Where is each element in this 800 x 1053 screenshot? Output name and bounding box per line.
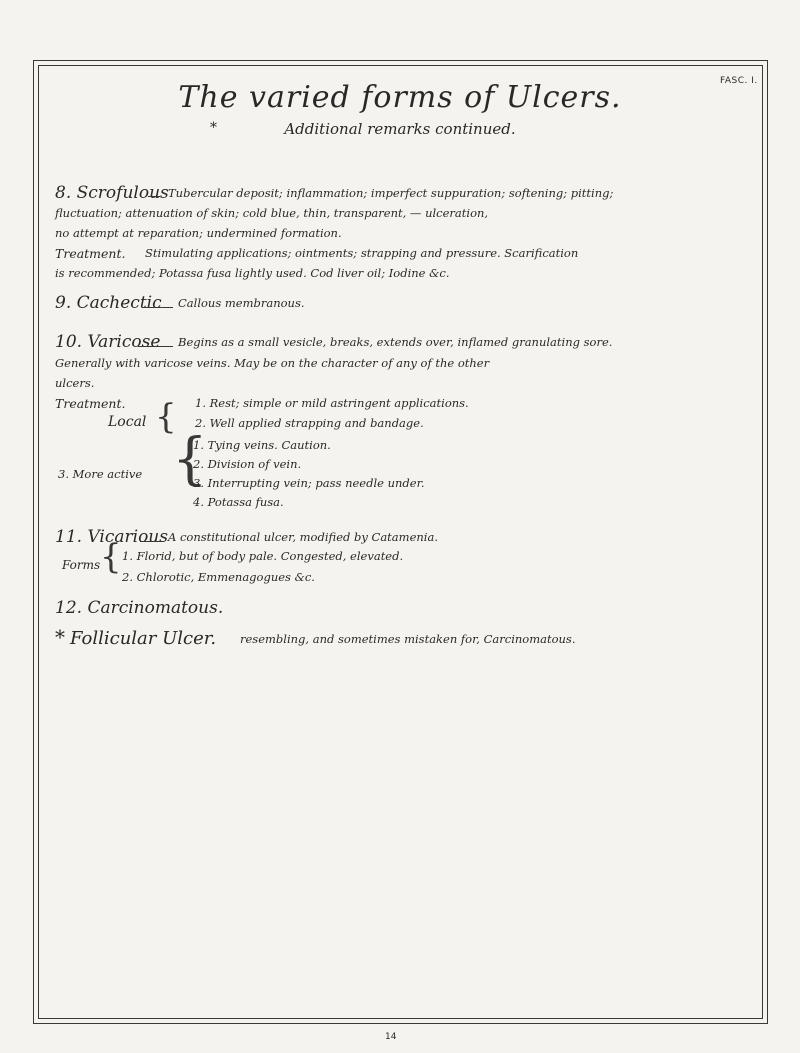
vicarious-forms-label: Forms — [62, 558, 101, 572]
forms-brace: { — [100, 537, 122, 577]
label-dash — [138, 346, 173, 347]
local-brace: { — [155, 397, 177, 437]
vicarious-form-2: 2. Chlorotic, Emmenagogues &c. — [122, 570, 315, 584]
fascicle-label: FASC. I. — [720, 76, 758, 86]
page-title: The varied forms of Ulcers. — [178, 80, 622, 115]
entry-label-cachectic: 9. Cachectic — [55, 293, 162, 313]
varicose-more-label: 3. More active — [58, 467, 143, 481]
varicose-more-1: 1. Tying veins. Caution. — [193, 438, 331, 452]
page-number: 14 — [385, 1032, 397, 1042]
scrofulous-treatment-label: Treatment. — [55, 246, 126, 261]
varicose-local-label: Local — [108, 414, 147, 430]
scrofulous-line-2: fluctuation; attenuation of skin; cold blue, thin, transparent, — ulceration, — [55, 206, 489, 220]
varicose-line-2: Generally with varicose veins. May be on the character of any of the other — [55, 356, 490, 370]
varicose-local-1: 1. Rest; simple or mild astringent applications. — [195, 396, 469, 410]
page-subtitle: Additional remarks continued. — [284, 120, 516, 138]
entry-label-vicarious: 11. Vicarious — [55, 527, 168, 547]
subtitle-star: * — [210, 120, 217, 136]
more-active-brace: { — [172, 427, 208, 492]
varicose-more-4: 4. Potassa fusa. — [193, 495, 284, 509]
vicarious-text: A constitutional ulcer, modified by Catamenia. — [168, 530, 438, 544]
entry-label-carcinomatous: 12. Carcinomatous. — [55, 598, 224, 618]
scrofulous-line-3: no attempt at reparation; undermined formation. — [55, 226, 342, 240]
follicular-text: resembling, and sometimes mistaken for, Carcinomatous. — [240, 632, 576, 646]
varicose-line-1: Begins as a small vesicle, breaks, extends over, inflamed granulating sore. — [178, 335, 613, 349]
varicose-local-2: 2. Well applied strapping and bandage. — [195, 416, 424, 430]
entry-label-scrofulous: 8. Scrofulous — [55, 183, 169, 203]
scrofulous-treatment-1: Stimulating applications; ointments; strapping and pressure. Scarification — [145, 246, 579, 260]
varicose-more-2: 2. Division of vein. — [193, 457, 302, 471]
scrofulous-line-1: Tubercular deposit; inflammation; imperfect suppuration; softening; pitting; — [168, 186, 614, 200]
follicular-star: * — [55, 625, 65, 649]
scrofulous-treatment-2: is recommended; Potassa fusa lightly used. Cod liver oil; Iodine &c. — [55, 266, 450, 280]
varicose-more-3: 3. Interrupting vein; pass needle under. — [193, 476, 425, 490]
label-dash — [140, 541, 164, 542]
entry-label-varicose: 10. Varicose — [55, 332, 161, 352]
cachectic-text: Callous membranous. — [178, 296, 305, 310]
label-dash — [143, 307, 173, 308]
varicose-line-3: ulcers. — [55, 376, 95, 390]
label-dash — [148, 196, 160, 197]
varicose-treatment-label: Treatment. — [55, 396, 126, 411]
entry-label-follicular: Follicular Ulcer. — [70, 628, 217, 649]
vicarious-form-1: 1. Florid, but of body pale. Congested, elevated. — [122, 549, 404, 563]
